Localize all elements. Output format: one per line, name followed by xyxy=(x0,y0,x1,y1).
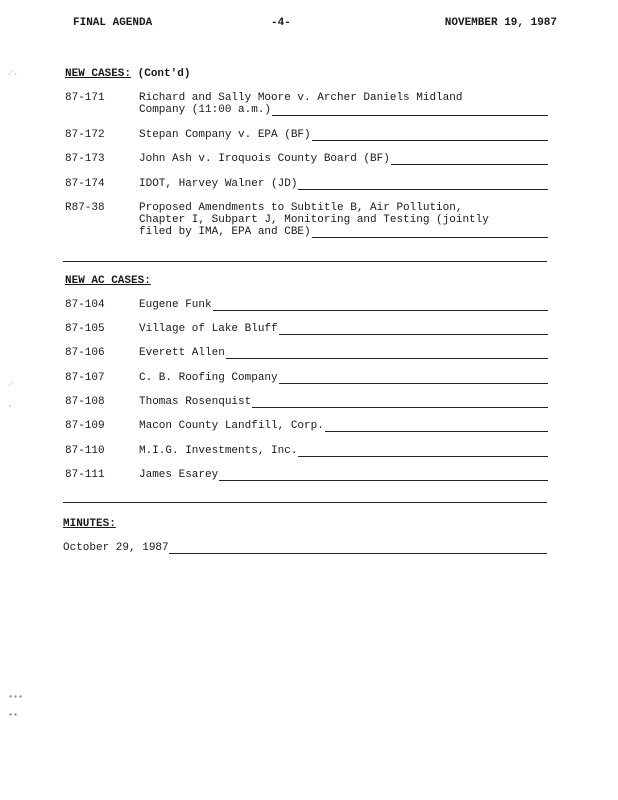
case-description-line: IDOT, Harvey Walner (JD) xyxy=(139,178,298,190)
signature-line xyxy=(298,447,548,457)
ac-case-row xyxy=(65,396,548,410)
page-header xyxy=(73,17,557,31)
case-row xyxy=(65,153,548,167)
ac-case-row xyxy=(65,372,548,386)
signature-line xyxy=(391,155,548,165)
signature-line xyxy=(312,131,548,141)
signature-line xyxy=(279,374,548,384)
case-description-line: Richard and Sally Moore v. Archer Daniels Midland xyxy=(139,92,463,104)
case-row xyxy=(65,202,548,242)
case-description: Eugene Funk xyxy=(139,299,212,311)
signature-line xyxy=(312,228,548,238)
ac-case-row xyxy=(65,420,548,434)
signature-line xyxy=(298,180,548,190)
case-number: 87-104 xyxy=(65,299,105,311)
case-description-line: Company (11:00 a.m.) xyxy=(139,104,272,116)
case-number: 87-171 xyxy=(65,92,105,104)
ac-case-row xyxy=(65,445,548,459)
new-cases-heading xyxy=(65,68,190,80)
case-number: 87-174 xyxy=(65,178,105,190)
signature-line xyxy=(279,325,548,335)
case-description-line: Proposed Amendments to Subtitle B, Air Pollution, xyxy=(139,202,463,214)
signature-line xyxy=(325,422,548,432)
minutes-title: MINUTES: xyxy=(63,518,116,530)
signature-line xyxy=(213,301,548,311)
case-number: R87-38 xyxy=(65,202,105,214)
case-number: 87-173 xyxy=(65,153,105,165)
case-description-line: Stepan Company v. EPA (BF) xyxy=(139,129,311,141)
ac-case-row xyxy=(65,469,548,483)
case-description: Village of Lake Bluff xyxy=(139,323,278,335)
agenda-title: FINAL AGENDA xyxy=(73,17,153,29)
case-description: M.I.G. Investments, Inc. xyxy=(139,445,298,457)
signature-line xyxy=(169,544,547,554)
case-number: 87-109 xyxy=(65,420,105,432)
case-number: 87-107 xyxy=(65,372,105,384)
scan-speck: ·˙· xyxy=(8,70,18,79)
case-description: Thomas Rosenquist xyxy=(139,396,252,408)
minutes-date: October 29, 1987 xyxy=(63,542,169,554)
new-ac-cases-title: NEW AC CASES: xyxy=(65,275,151,287)
ac-case-row xyxy=(65,323,548,337)
case-description: Everett Allen xyxy=(139,347,225,359)
signature-line xyxy=(272,106,548,116)
new-cases-title: NEW CASES: xyxy=(65,68,132,80)
signature-line xyxy=(226,349,548,359)
case-description: C. B. Roofing Company xyxy=(139,372,278,384)
scan-speck: ∙∙ xyxy=(8,710,19,719)
new-ac-cases-heading xyxy=(65,275,151,287)
case-description: Macon County Landfill, Corp. xyxy=(139,420,324,432)
case-number: 87-108 xyxy=(65,396,105,408)
case-number: 87-172 xyxy=(65,129,105,141)
agenda-date: NOVEMBER 19, 1987 xyxy=(444,17,557,29)
case-row xyxy=(65,178,548,192)
case-row xyxy=(65,129,548,143)
scan-speck: ˛ xyxy=(8,398,12,407)
new-cases-suffix: (Cont'd) xyxy=(131,68,191,80)
minutes-row xyxy=(63,542,547,554)
case-number: 87-111 xyxy=(65,469,105,481)
case-description-line: filed by IMA, EPA and CBE) xyxy=(139,226,311,238)
case-row xyxy=(65,92,548,118)
case-description: James Esarey xyxy=(139,469,219,481)
ac-case-row xyxy=(65,299,548,313)
case-number: 87-105 xyxy=(65,323,105,335)
section-divider xyxy=(63,261,547,262)
page-number: -4- xyxy=(271,17,291,29)
scan-speck: ∙∙∙ xyxy=(8,692,24,701)
ac-case-row xyxy=(65,347,548,361)
minutes-heading xyxy=(63,518,116,530)
case-description-line: John Ash v. Iroquois County Board (BF) xyxy=(139,153,390,165)
signature-line xyxy=(252,398,548,408)
signature-line xyxy=(219,471,548,481)
case-description-line: Chapter I, Subpart J, Monitoring and Testing (jointly xyxy=(139,214,489,226)
section-divider xyxy=(63,502,547,503)
case-number: 87-106 xyxy=(65,347,105,359)
scan-speck: ·′ xyxy=(8,381,13,390)
case-number: 87-110 xyxy=(65,445,105,457)
